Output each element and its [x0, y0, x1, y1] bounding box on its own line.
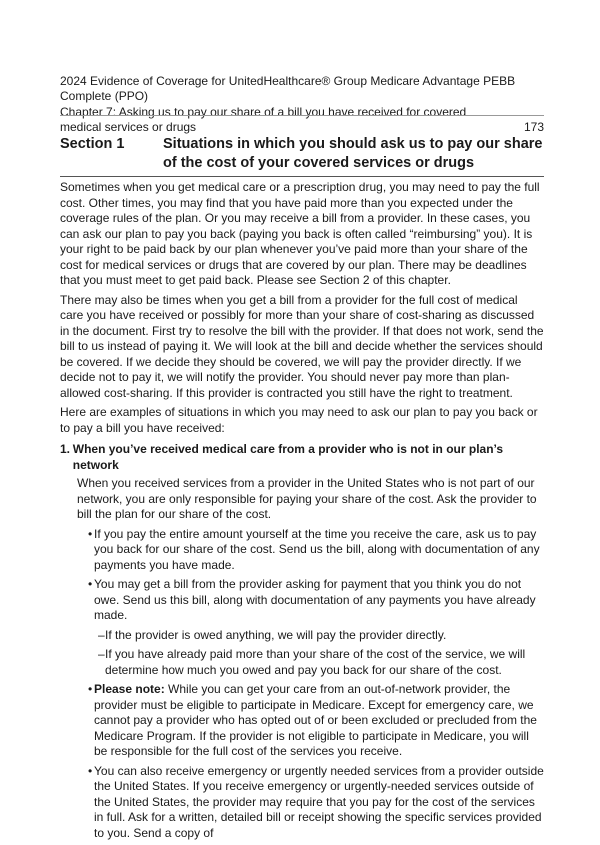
bullet-item-note: [60, 682, 544, 760]
item-heading: [60, 442, 544, 473]
dash-item: – If the provider is owed anything, we will pay the provider directly.: [60, 628, 544, 644]
section-number: Section 1: [60, 136, 125, 152]
header-divider: [60, 115, 544, 116]
item-intro: When you received services from a provider in the United States who is not part of our network, you are only responsible for paying your share of the cost. Ask the provider to bill the plan for our share of the cost.: [77, 476, 537, 521]
section-heading: [60, 135, 544, 173]
dash-item: – If you have already paid more than your share of the cost of the service, we will determine how much you owed and pay you back for our share of the cost.: [60, 647, 544, 678]
bullet-item: • You can also receive emergency or urgently needed services from a provider outside the United States. If you receive emergency or urgently-needed services outside of the United States, the provider may require that you pay for the cost of the services in full. Ask for a written, detailed bill or receipt showing the specific services provided to you. Send a copy of: [60, 764, 544, 842]
item-number: 1.: [60, 442, 71, 456]
bullet-item: • If you pay the entire amount yourself at the time you receive the care, ask us to pay you back for our share of the cost. Send us the bill, along with documentation of any payments you have made.: [60, 527, 544, 574]
running-header: [60, 74, 544, 135]
page-number: 173: [523, 119, 544, 134]
paragraph: There may also be times when you get a bill from a provider for the full cost of medical care you have received or possibly for more than your share of cost-sharing as discussed in the document. First try to resolve the bill with the provider. If that does not work, send the bill to us instead of paying it. We will look at the bill and decide whether the services should be covered. If we decide they should be covered, we will pay the provider directly. If we decide not to pay it, we will notify the provider. You should never pay more than plan-allowed cost-sharing. If this provider is contracted you still have the right to treatment.: [60, 292, 544, 400]
header-chapter-title: Chapter 7: Asking us to pay our share of a bill you have received for covered medical services or drugs: [60, 104, 467, 134]
section-title: Situations in which you should ask us to pay our share of the cost of your covered services or drugs: [163, 136, 543, 171]
paragraph: Sometimes when you get medical care or a prescription drug, you may need to pay the full cost. Other times, you may find that you have paid more than you expected under the coverage rules of the plan. Or you may receive a bill from a provider. In these cases, you can ask our plan to pay you back (paying you back is often called “reimbursing” you). It is your right to be paid back by our plan whenever you’ve paid more than your share of the cost for medical services or drugs that are covered by our plan. There may be deadlines that you must meet to get paid back. Please see Section 2 of this chapter.: [60, 180, 540, 287]
section-divider: [60, 176, 544, 177]
bullet-list: [60, 527, 544, 842]
paragraph: Here are examples of situations in which you may need to ask our plan to pay you back or to pay a bill you have received:: [60, 405, 538, 435]
note-text: While you can get your care from an out-of-network provider, the provider must be eligible to participate in Medicare. Except for emergency care, we cannot pay a provider who has opted out of or been excluded or precluded from the Medicare Program. If the provider is not eligible to participate in Medicare, you will be responsible for the full cost of the services you receive.: [94, 682, 537, 758]
item-heading-text: When you’ve received medical care from a provider who is not in our plan’s network: [72, 442, 504, 472]
body-text: [60, 180, 544, 845]
bullet-item: • You may get a bill from the provider asking for payment that you think you do not owe. Send us this bill, along with documentation of any payments you have already made.: [60, 577, 544, 624]
note-label: Please note:: [94, 682, 165, 696]
header-document-title: 2024 Evidence of Coverage for UnitedHealthcare® Group Medicare Advantage PEBB Complete (PPO): [60, 74, 516, 104]
